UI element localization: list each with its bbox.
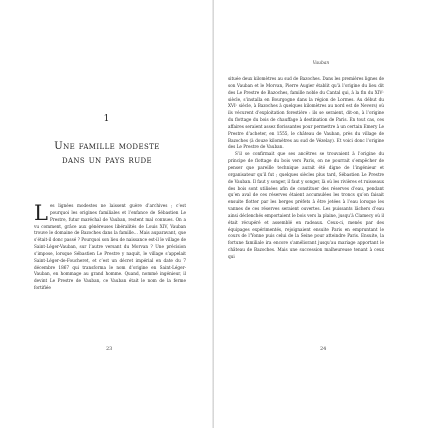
page-number-right: 24 — [320, 346, 327, 352]
drop-cap: L — [34, 201, 48, 225]
page-number-left: 23 — [106, 346, 113, 352]
chapter-title — [20, 140, 194, 168]
chapter-number: 1 — [103, 114, 111, 124]
right-body-text — [228, 76, 384, 261]
body-paragraph: S’il se confirmait que ses ancêtres se trouvaient à l’origine du principe de flottage du bois vers Paris, on ne pourrait s’empêcher de penser que pareille technique aurait été digne de l’ingénieur et organisateur qu’il fut ; quelques siècles plus tard, Sébastien Le Prestre de Vauban. Il faut y songer, il faut y songer, là où les rivières et ruisseaux des bois sont utilisées afin de constituer des réserves d’eau, pendant qu’en aval de ces réserves étaient accumulées les troncs qu’on faisait ensuite flotter par les berges préfets à être jetées à l’eau lorsque les vannes de ces réserves seraient ouvertes. Les puissants lâchers d’eau ainsi déclenchés emportaient le bois vers la plaine, jusqu’à Clamecy où il était récupéré et assemblé en radeaux. Ceux-ci, menés par des équipages expérimentés, rejoignaient ensuite Paris en empruntant le cours de l’Yonne puis celui de la Seine pour atteindre Paris. Ensuite, la fortune familiale ira encore s’améliorant jusqu’au mariage apportant le château de Bazoches. Mais une succession malheureuse tenant à ceux qui — [228, 151, 384, 259]
left-body-text — [34, 203, 186, 292]
chapter-title-line-1: Une famille modeste — [54, 141, 160, 152]
body-paragraph: es lignées modestes ne laissent guère d’archives ; c’est pourquoi les origines familiales et l’enfance de Sébastien Le Prestre, futur maréchal de Vauban, restent mal connues. On a vu comment, grâce aux généreuses libéralités de Louis XIV, Vauban trouve le domaine de Bazoches dans la famille… Mais auparavant, que s’était-il donc passé ? Pourquoi son lieu de naissance est-il le village de Saint-Léger-Vauban, sur l’autre versant du Morvan ? Une précision s’impose, lorsque Sébastien Le Prestre y naquit, le village s’appelait Saint-Léger-de-Foucheret, et c’est un décret impérial en date du 7 décembre 1867 qui transforma le nom d’origine en Saint-Léger-Vauban, en hommage au grand homme. Quand, nommé ingénieur, il devint Le Prestre de Vauban, ce Vauban était le nom de la ferme fortifiée — [34, 203, 186, 291]
running-head: Vauban — [312, 61, 330, 66]
chapter-title-line-2: dans un pays rude — [61, 155, 153, 166]
body-paragraph: située deux kilomètres au sud de Bazoches. Dans les premières lignes de son Vauban et le Morvan, Pierre Augier établit qu’à l’origine du lieu dit des Le Prestre de Bazoches, famille noble du Cantal qui, à la fin du XIVᵉ siècle, s’installa en Bourgogne dans la région de Lormes. Au début du XVIᵉ siècle, à Bazoches à quelques kilomètres au nord est de Nevers) où ils vécurent d’exploitation forestière : ils se seraient, dit-on, à l’origine du flottage du bois de chauffage à destination de Paris. En tout cas, ces affaires seraient assez florissantes pour permettre à un certain Emery Le Prestre d’acheter, en 1555, le château de Vauban, près du village de Bazoches (à douze kilomètres au sud de Vézelay). Et voici donc l’origine des Le Prestre de Vauban. — [228, 76, 384, 150]
